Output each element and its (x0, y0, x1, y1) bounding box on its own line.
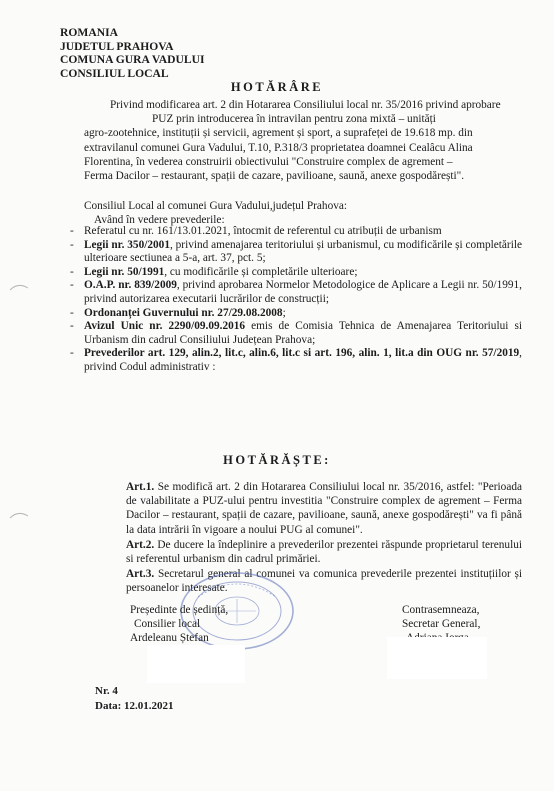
document-title: HOTĂRÂRE (230, 80, 324, 94)
provision-bold: Ordonanței Guvernului nr. 27/29.08.2008 (84, 306, 283, 319)
subject-line: extravilanul comunei Gura Vadului, T.10, P.318/3 proprietatea doamnei Cealâcu Alina (84, 141, 473, 154)
header-council: CONSILIUL LOCAL (60, 66, 169, 80)
signature-role: Secretar General, (402, 618, 481, 631)
council-line: Consiliul Local al comunei Gura Vadului,județul Prahova: (84, 200, 348, 212)
header-commune: COMUNA GURA VADULUI (60, 53, 205, 67)
binder-hole-mark (8, 510, 30, 520)
article-text: De ducere la îndeplinire a prevederilor prezentei răspunde proprietarul terenului si referentul urbanism din cadrul primăriei. (126, 539, 522, 566)
subject-line: Ferma Dacilor – restaurant, spații de cazare, pavilioane, saună, anexe gospodărești". (84, 170, 465, 183)
provision-text: , privind aprobarea Normelor Metodologice de Aplicare a Legii nr. 50/1991, privind autorizarea executarii lucrărilor de construcții; (84, 279, 522, 305)
preamble (84, 200, 347, 227)
article-label: Art.3. (126, 568, 155, 580)
subject-line: Privind modificarea art. 2 din Hotararea Consiliului local nr. 35/2016 privind aprobare (110, 99, 501, 111)
article-2 (84, 538, 522, 566)
provision-bold: Avizul Unic nr. 2290/09.09.2016 (84, 320, 246, 333)
subject-line: Florentina, în vederea construirii obiectivului "Construire complex de agrement – (84, 155, 453, 168)
provision-item (70, 347, 522, 374)
article-text: Secretarul general al comunei va comunica prevederile prezentei instituțiilor și persoanelor interesate. (126, 568, 522, 595)
provision-text: Referatul cu nr. 161/13.01.2021, întocmit de referentul cu atribuții de urbanism (84, 225, 442, 237)
provision-text: , cu modificările și completările ulterioare; (164, 265, 358, 278)
having-regard-line: Având în vedere prevederile: (94, 213, 225, 226)
provision-item (70, 239, 522, 266)
subject-line: agro-zootehnice, instituții și servicii, agrement și sport, a suprafeței de 19.618 mp. din (84, 127, 473, 140)
article-label: Art.2. (126, 539, 155, 551)
document-header (60, 26, 205, 80)
document-meta (95, 684, 174, 714)
signature-role: Președinte de ședință, (130, 604, 229, 616)
header-county: JUDETUL PRAHOVA (60, 39, 174, 53)
signature-president (130, 603, 228, 646)
article-3 (84, 567, 522, 595)
provision-text: ; (282, 306, 286, 319)
decides-heading: HOTĂRĂȘTE: (223, 453, 331, 467)
provision-item (70, 266, 522, 280)
redaction-box (147, 645, 245, 683)
redaction-box (387, 637, 487, 679)
binder-hole-mark (8, 282, 30, 292)
provisions-list (70, 225, 522, 375)
provision-bold: Prevederilor art. 129, alin.2, lit.c, alin.6, lit.c si art. 196, alin. 1, lit.a din OUG nr. 57/2019 (84, 347, 520, 360)
header-country: ROMANIA (60, 26, 118, 39)
provision-bold: O.A.P. nr. 839/2009 (84, 279, 177, 292)
article-1 (84, 480, 522, 537)
provision-text: , privind amenajarea teritoriului și urbanismul, cu modificările și completările ulterioare sectiunea a 5-a, art. 37, pct. 5; (84, 238, 522, 265)
provision-bold: Legii nr. 50/1991 (84, 265, 165, 278)
signature-name: Ardeleanu Ștefan (130, 632, 209, 645)
signature-role: Consilier local (134, 618, 201, 631)
provision-text: emis de Comisia Tehnica de Amenajarea Teritoriului si Urbanism din cadrul Consiliului Județean Prahova; (84, 320, 522, 346)
provision-item (70, 320, 522, 347)
document-number: Nr. 4 (95, 685, 118, 697)
provision-item (70, 279, 522, 306)
decision-subject (84, 98, 522, 183)
provision-text: , privind Codul administrativ : (84, 347, 522, 373)
provision-item (70, 225, 522, 239)
article-label: Art.1. (126, 481, 155, 493)
provision-bold: Legii nr. 350/2001 (84, 238, 170, 251)
subject-line: PUZ prin introducerea în intravilan pentru zona mixtă – unități (152, 113, 436, 126)
article-text: Se modifică art. 2 din Hotararea Consiliului local nr. 35/2016, astfel: "Perioada de valabilitate a PUZ-ului pentru investitia "Construire complex de agrement – Ferma Dacilor – restaurant, spații de cazare, pavilioane, saună, anexe gospodărești" va fi până la data intrării în vigoare a noului PUG al comunei". (126, 481, 522, 536)
provision-item (70, 307, 522, 321)
document-date: Data: 12.01.2021 (95, 700, 174, 712)
signature-role: Contrasemneaza, (402, 604, 480, 616)
